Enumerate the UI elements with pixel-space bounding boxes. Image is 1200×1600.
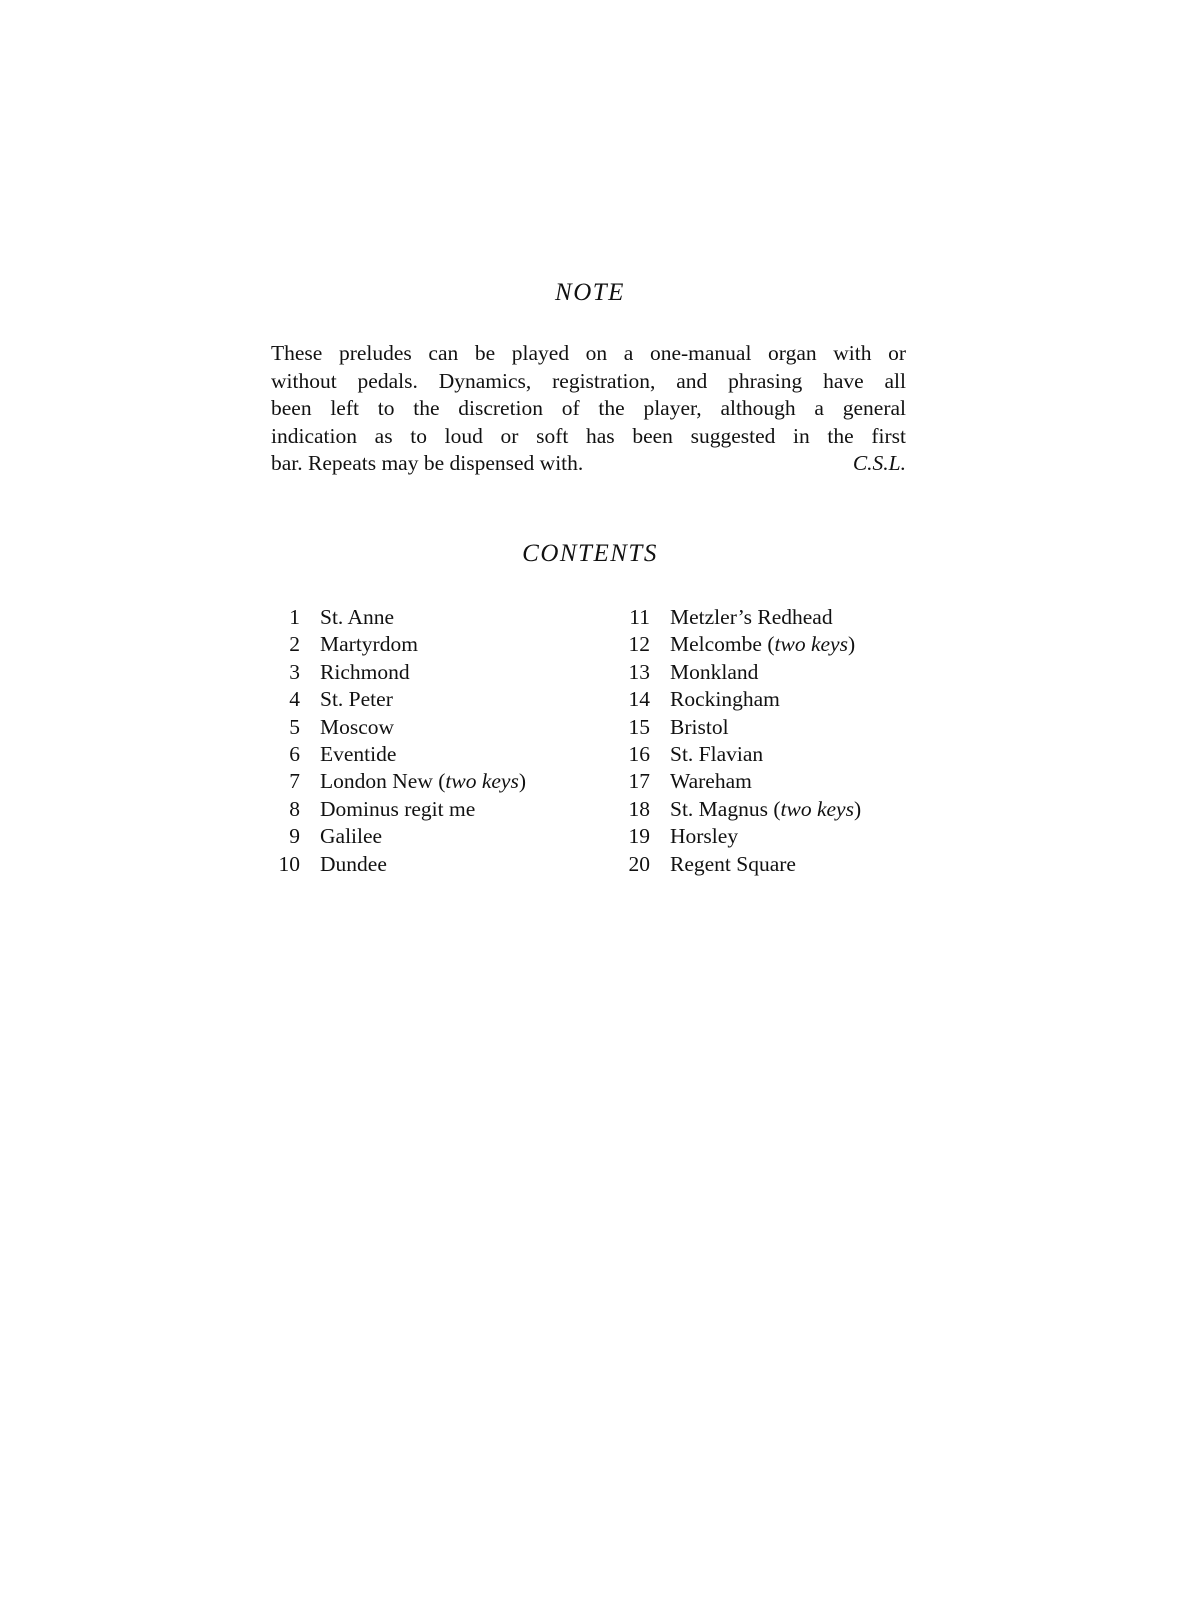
entry-number: 17 — [628, 769, 650, 794]
entry-number: 5 — [289, 714, 300, 739]
entry-number: 14 — [628, 687, 650, 712]
entry-number: 15 — [628, 714, 650, 739]
contents-entry — [618, 659, 861, 686]
entry-note: two keys — [445, 769, 519, 794]
contents-entry — [268, 768, 526, 795]
entry-title: Dominus regit me — [320, 796, 476, 821]
paren-close: ) — [847, 632, 856, 657]
entry-title: Horsley — [670, 824, 739, 849]
entry-number: 20 — [628, 851, 650, 876]
entry-number: 10 — [278, 851, 300, 876]
entry-number: 7 — [289, 769, 300, 794]
entry-title: Bristol — [670, 714, 729, 739]
entry-title: Wareham — [670, 769, 752, 794]
contents-entry — [268, 631, 526, 658]
entry-title: Rockingham — [670, 687, 780, 712]
note-line: without pedals. Dynamics, registration, and phrasing have all — [271, 368, 906, 393]
contents-entry — [268, 659, 526, 686]
entry-number: 19 — [628, 824, 650, 849]
entry-title: St. Magnus — [670, 796, 768, 821]
contents-entry — [268, 851, 526, 878]
entry-note: two keys — [780, 796, 854, 821]
entry-title: Martyrdom — [320, 632, 418, 657]
contents-entry — [268, 686, 526, 713]
entry-title: Galilee — [320, 824, 383, 849]
contents-entry — [618, 796, 861, 823]
entry-number: 2 — [289, 632, 300, 657]
contents-entry — [618, 741, 861, 768]
contents-entry — [268, 796, 526, 823]
entry-number: 3 — [289, 659, 300, 684]
entry-number: 1 — [289, 605, 300, 629]
entry-title: Monkland — [670, 659, 759, 684]
contents-right-column — [618, 604, 861, 878]
paren-close: ) — [518, 769, 527, 794]
paren-open: ( — [432, 769, 446, 794]
contents-entry — [618, 714, 861, 741]
entry-title: Regent Square — [670, 851, 796, 876]
contents-entry — [268, 604, 526, 631]
note-line: indication as to loud or soft has been suggested in the first — [271, 423, 906, 448]
paren-open: ( — [767, 796, 781, 821]
contents-entry — [618, 631, 861, 658]
contents-entry — [268, 714, 526, 741]
entry-title: Eventide — [320, 742, 397, 767]
paren-open: ( — [761, 632, 775, 657]
entry-number: 6 — [289, 742, 300, 767]
contents-left-column — [268, 604, 526, 878]
entry-title: St. Anne — [320, 605, 395, 629]
paren-close: ) — [853, 796, 862, 821]
entry-number: 8 — [289, 796, 300, 821]
note-heading: NOTE — [555, 279, 625, 306]
signature: C.S.L. — [852, 451, 906, 475]
entry-title: Moscow — [320, 714, 395, 739]
contents-entry — [618, 604, 861, 631]
entry-number: 13 — [628, 659, 650, 684]
entry-number: 12 — [628, 632, 650, 657]
entry-title: St. Flavian — [670, 742, 764, 767]
entry-title: Melcombe — [670, 632, 762, 657]
entry-number: 11 — [629, 605, 650, 629]
entry-title: St. Peter — [320, 687, 393, 712]
contents-entry — [618, 686, 861, 713]
entry-title: Richmond — [320, 659, 410, 684]
note-line: been left to the discretion of the player, although a general — [271, 396, 906, 420]
entry-note: two keys — [774, 632, 848, 657]
note-last-line — [271, 450, 906, 478]
entry-title: Dundee — [320, 851, 387, 876]
entry-number: 4 — [289, 687, 300, 712]
entry-number: 9 — [289, 824, 300, 849]
contents-entry — [618, 851, 861, 878]
contents-entry — [618, 768, 861, 795]
note-line: bar. Repeats may be dispensed with. — [271, 451, 584, 475]
entry-title: London New — [320, 769, 433, 794]
entry-number: 18 — [628, 796, 650, 821]
note-paragraph — [271, 340, 906, 478]
note-line: These preludes can be played on a one-manual organ with or — [271, 341, 906, 365]
entry-number: 16 — [628, 742, 650, 767]
contents-entry — [268, 741, 526, 768]
contents-heading: CONTENTS — [522, 540, 658, 567]
contents-entry — [268, 823, 526, 850]
entry-title: Metzler’s Redhead — [670, 605, 833, 629]
contents-entry — [618, 823, 861, 850]
